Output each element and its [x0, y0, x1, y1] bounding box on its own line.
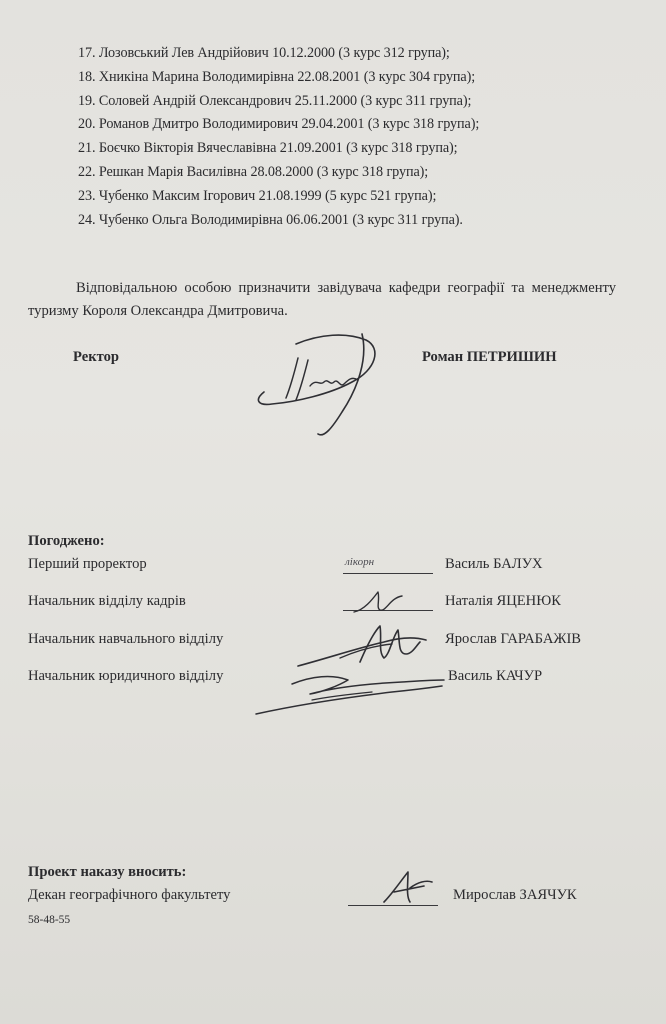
list-item: 21. Боєчко Вікторія Вячеславівна 21.09.2001 (3 курс 318 група);: [78, 140, 458, 157]
dean-signature: [380, 868, 440, 908]
rector-title: Ректор: [73, 349, 119, 365]
approval-name-1: Василь БАЛУХ: [445, 556, 543, 572]
signature-line: [343, 573, 433, 574]
approval-position-3: Начальник навчального відділу: [28, 631, 224, 647]
list-item: 23. Чубенко Максим Ігорович 21.08.1999 (5 курс 521 група);: [78, 187, 437, 204]
student-list: [78, 42, 479, 232]
list-item: 22. Решкан Марія Василівна 28.08.2000 (3 курс 318 група);: [78, 163, 429, 180]
list-item: 20. Романов Дмитро Володимирович 29.04.2001 (3 курс 318 група);: [78, 116, 480, 133]
legal-signature: [252, 650, 452, 720]
approval-position-4: Начальник юридичного відділу: [28, 668, 224, 684]
list-item: 17. Лозовський Лев Андрійович 10.12.2000 (3 курс 312 група);: [78, 45, 450, 61]
list-item: 24. Чубенко Ольга Володимирівна 06.06.2001 (3 курс 311 група).: [78, 211, 463, 228]
list-item: 19. Соловей Андрій Олександрович 25.11.2000 (3 курс 311 група);: [78, 92, 472, 109]
submitter-name: Мирослав ЗАЯЧУК: [453, 887, 577, 903]
approval-name-4: Василь КАЧУР: [448, 668, 543, 684]
phone-number: 58-48-55: [28, 914, 71, 926]
approval-position-2: Начальник відділу кадрів: [28, 593, 186, 609]
submitter-position: Декан географічного факультету: [28, 887, 231, 903]
hr-signature: [350, 588, 410, 618]
handwritten-note: лікорн: [345, 556, 375, 568]
rector-signature: [250, 330, 390, 445]
approval-name-3: Ярослав ГАРАБАЖІВ: [445, 631, 582, 647]
approval-position-1: Перший проректор: [28, 556, 147, 572]
responsible-person-paragraph: Відповідальною особою призначити завідувача кафедри географії та менеджменту туризму Короля Олександра Дмитровича.: [28, 280, 616, 319]
rector-name: Роман ПЕТРИШИН: [422, 349, 557, 365]
submitter-heading: Проект наказу вносить:: [28, 864, 187, 880]
list-item: 18. Хникіна Марина Володимирівна 22.08.2001 (3 курс 304 група);: [78, 68, 476, 85]
approval-heading: Погоджено:: [28, 533, 105, 549]
approval-name-2: Наталія ЯЦЕНЮК: [445, 593, 561, 609]
